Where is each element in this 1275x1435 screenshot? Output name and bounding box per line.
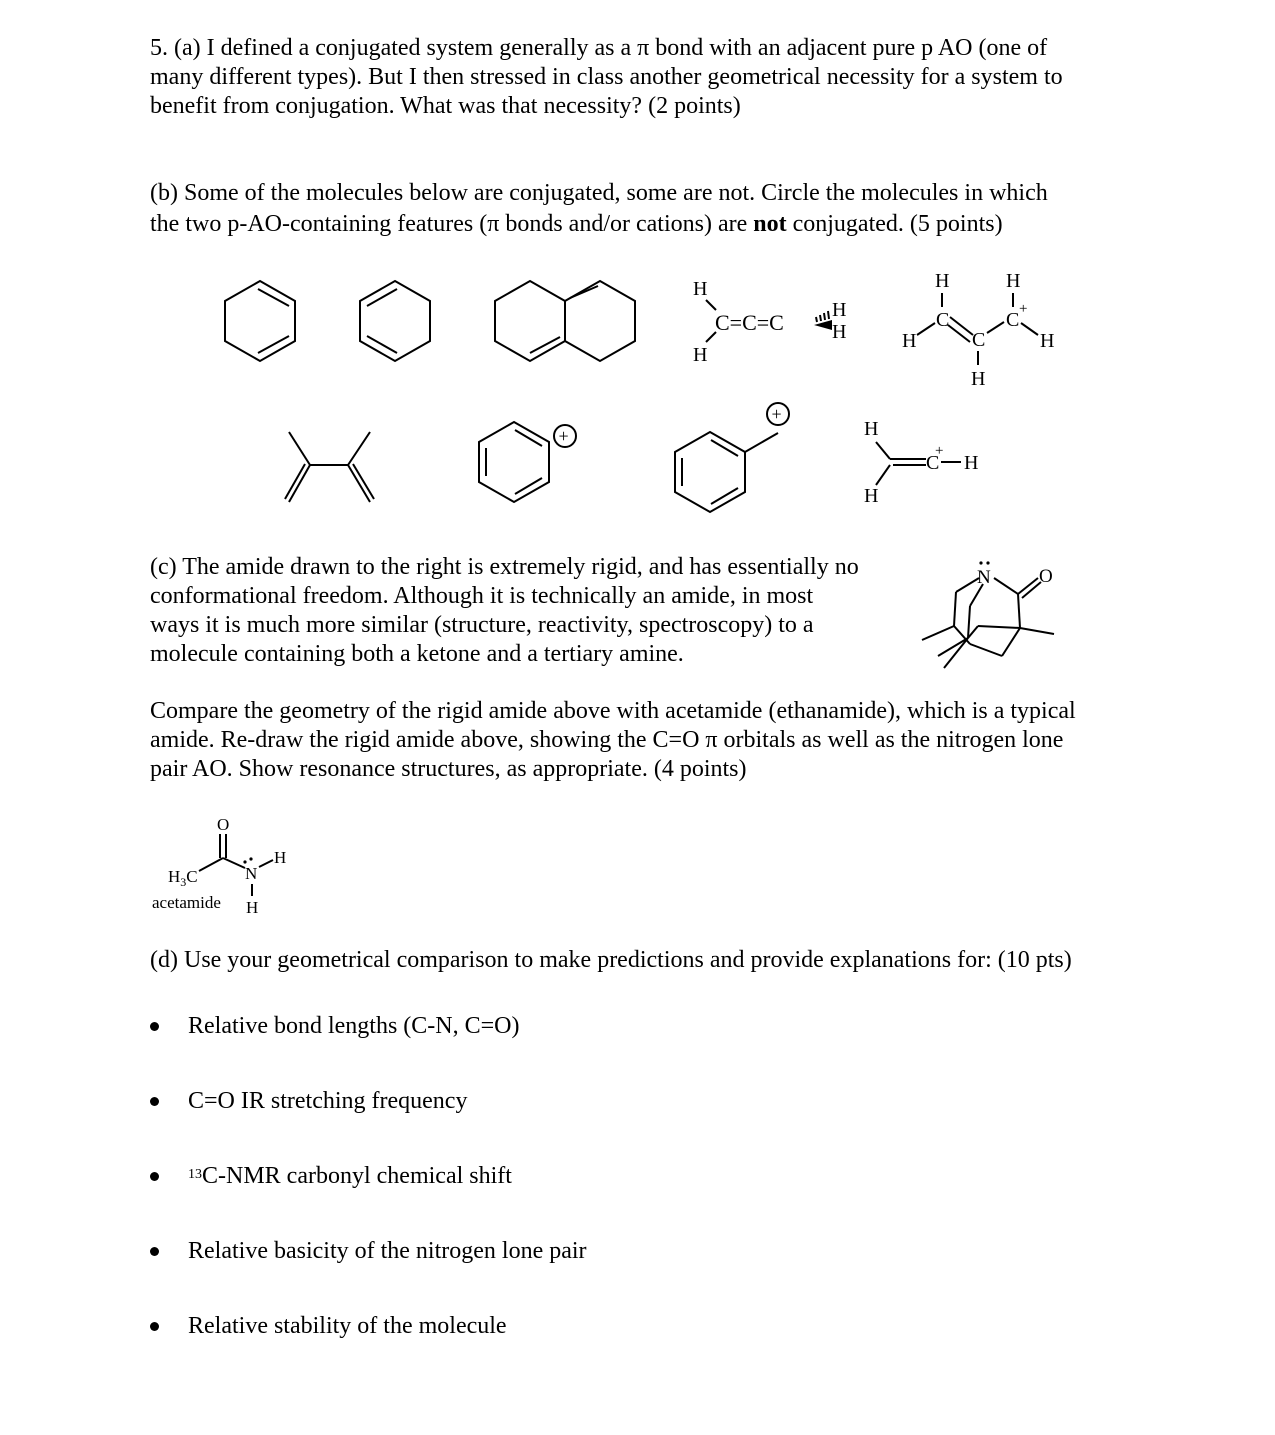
atom-h: H	[693, 344, 708, 366]
isotope-superscript: 13	[188, 1167, 202, 1182]
atom-h: H	[935, 270, 950, 292]
question-5a	[150, 34, 1063, 121]
atom-c: C	[936, 309, 950, 331]
atom-h: H	[964, 452, 979, 474]
bond	[259, 860, 273, 867]
bond	[994, 578, 1018, 594]
bullet-dot	[150, 1172, 159, 1181]
double-bond	[258, 336, 289, 353]
atom-h: H	[832, 299, 847, 321]
molecule-cumulene	[685, 270, 865, 370]
bond	[348, 465, 370, 502]
ring-left	[495, 281, 565, 361]
compare-instructions	[150, 697, 1076, 784]
atom-h: H	[1006, 270, 1021, 292]
molecule-vinyl-cation	[860, 415, 990, 510]
atom-n: N	[245, 864, 258, 883]
bond	[978, 626, 1020, 628]
question-5c	[150, 553, 859, 669]
bond	[199, 858, 223, 871]
atom-o: O	[1039, 566, 1053, 587]
bullet-text: Relative bond lengths (C-N, C=O)	[188, 1013, 520, 1039]
ring	[479, 422, 549, 502]
bullet-dot	[150, 1247, 159, 1256]
double-bond	[570, 286, 598, 298]
ring-right	[565, 281, 635, 361]
bond	[1018, 594, 1020, 628]
molecule-acetamide	[148, 812, 308, 922]
question-5d	[150, 946, 1072, 975]
compare-line-2: amide. Re-draw the rigid amide above, showing the C=O π orbitals as well as the nitrogen lone	[150, 727, 1064, 753]
compare-line-1: Compare the geometry of the rigid amide above with acetamide (ethanamide), which is a typical	[150, 698, 1076, 724]
question-5c-line-4: molecule containing both a ketone and a tertiary amine.	[150, 641, 684, 667]
emphasis-not: not	[753, 211, 787, 237]
bullet-text: C=O IR stretching frequency	[188, 1088, 468, 1114]
atom-c: C	[1006, 309, 1020, 331]
atom-h: H	[693, 278, 708, 300]
question-5a-line-1: 5. (a) I defined a conjugated system generally as a π bond with an adjacent pure p AO (one of	[150, 35, 1048, 61]
bond	[876, 465, 890, 485]
molecule-cyclohexa-1-4-diene	[220, 278, 302, 362]
ring	[225, 281, 295, 361]
positive-charge: +	[558, 426, 569, 446]
atom-h: H	[274, 848, 287, 867]
bullet-dot	[150, 1097, 159, 1106]
atom-h: H	[864, 485, 879, 507]
molecule-dimethylbutadiene	[280, 428, 380, 508]
bond	[987, 322, 1004, 333]
bond	[938, 638, 968, 656]
bullet-dot	[150, 1022, 159, 1031]
bond	[706, 332, 716, 342]
double-bond	[530, 337, 560, 353]
bullet-text: Relative stability of the molecule	[188, 1313, 507, 1339]
bond	[1002, 628, 1020, 656]
atom-h: H	[832, 321, 847, 343]
bond	[223, 858, 245, 868]
bond	[289, 432, 310, 465]
hash-bond	[828, 311, 829, 319]
molecule-cyclohexa-1-3-diene	[355, 278, 437, 362]
bond	[1021, 323, 1038, 335]
hash-bond	[820, 315, 821, 321]
question-5b	[150, 178, 1048, 240]
lone-pair-dot	[249, 857, 252, 860]
double-bond	[711, 488, 738, 504]
bond	[289, 465, 310, 502]
group-h3c: $H_3C$	[168, 867, 198, 889]
bond-methyl	[922, 626, 954, 640]
atom-n: N	[977, 567, 991, 588]
double-bond	[948, 325, 970, 342]
double-bond	[515, 430, 542, 446]
question-5c-line-2: conformational freedom. Although it is technically an amide, in most	[150, 583, 814, 609]
question-5b-line-2: the two p-AO-containing features (π bonds and/or cations) are not conjugated. (5 points)	[150, 211, 1003, 237]
compare-line-3: pair AO. Show resonance structures, as appropriate. (4 points)	[150, 756, 747, 782]
positive-charge: +	[771, 404, 782, 424]
bond	[917, 323, 935, 335]
acetamide-label: acetamide	[152, 893, 221, 912]
bond	[950, 317, 973, 335]
question-5c-line-3: ways it is much more similar (structure, reactivity, spectroscopy) to a	[150, 612, 814, 638]
bullet-dot	[150, 1322, 159, 1331]
ring	[360, 281, 430, 361]
bond-methyl	[944, 638, 968, 668]
atom-h: H	[246, 898, 259, 917]
hash-bond	[824, 313, 825, 320]
atom-h: H	[902, 330, 917, 352]
bond	[970, 644, 1002, 656]
molecule-allyl-cation	[895, 265, 1070, 395]
double-bond	[353, 464, 374, 499]
double-bond	[285, 464, 305, 499]
atom-h: H	[864, 418, 879, 440]
bond	[348, 432, 370, 465]
bond	[706, 300, 716, 310]
atom-h: H	[1040, 330, 1055, 352]
molecule-benzene-cation	[474, 418, 584, 506]
double-bond	[258, 289, 289, 306]
molecule-rigid-amide	[918, 556, 1063, 676]
double-bond	[367, 336, 397, 353]
question-5a-line-2: many different types). But I then stressed in class another geometrical necessity for a system to	[150, 64, 1063, 90]
molecule-bicyclic-diene	[490, 278, 640, 362]
atom-o: O	[217, 815, 230, 834]
double-bond	[367, 289, 397, 306]
bond	[968, 606, 970, 638]
question-5c-line-1: (c) The amide drawn to the right is extremely rigid, and has essentially no	[150, 554, 859, 580]
question-5a-line-3: benefit from conjugation. What was that necessity? (2 points)	[150, 93, 741, 119]
bond	[876, 442, 890, 459]
cumulene-chain: C=C=C	[715, 310, 784, 335]
atom-c: C	[926, 452, 940, 474]
question-5b-line-1: (b) Some of the molecules below are conjugated, some are not. Circle the molecules in which	[150, 180, 1048, 206]
atom-h: H	[971, 368, 986, 390]
bullet-text: $^{13}$C-NMR carbonyl chemical shift	[188, 1163, 512, 1189]
double-bond	[515, 478, 542, 494]
hash-bond	[816, 317, 817, 322]
positive-charge: +	[935, 443, 944, 459]
molecule-benzyl-cation	[670, 400, 800, 515]
question-5d-intro: (d) Use your geometrical comparison to make predictions and provide explanations for: (10 pts)	[150, 947, 1072, 973]
double-bond	[711, 440, 738, 456]
bond	[954, 592, 956, 626]
positive-charge: +	[1019, 301, 1028, 317]
bond	[956, 578, 979, 592]
bond-methyl	[1020, 628, 1054, 634]
bond	[745, 433, 778, 452]
bullet-text: Relative basicity of the nitrogen lone pair	[188, 1238, 587, 1264]
atom-c: C	[972, 329, 986, 351]
ring	[675, 432, 745, 512]
lone-pair-dot	[986, 561, 989, 564]
lone-pair-dot	[979, 561, 982, 564]
